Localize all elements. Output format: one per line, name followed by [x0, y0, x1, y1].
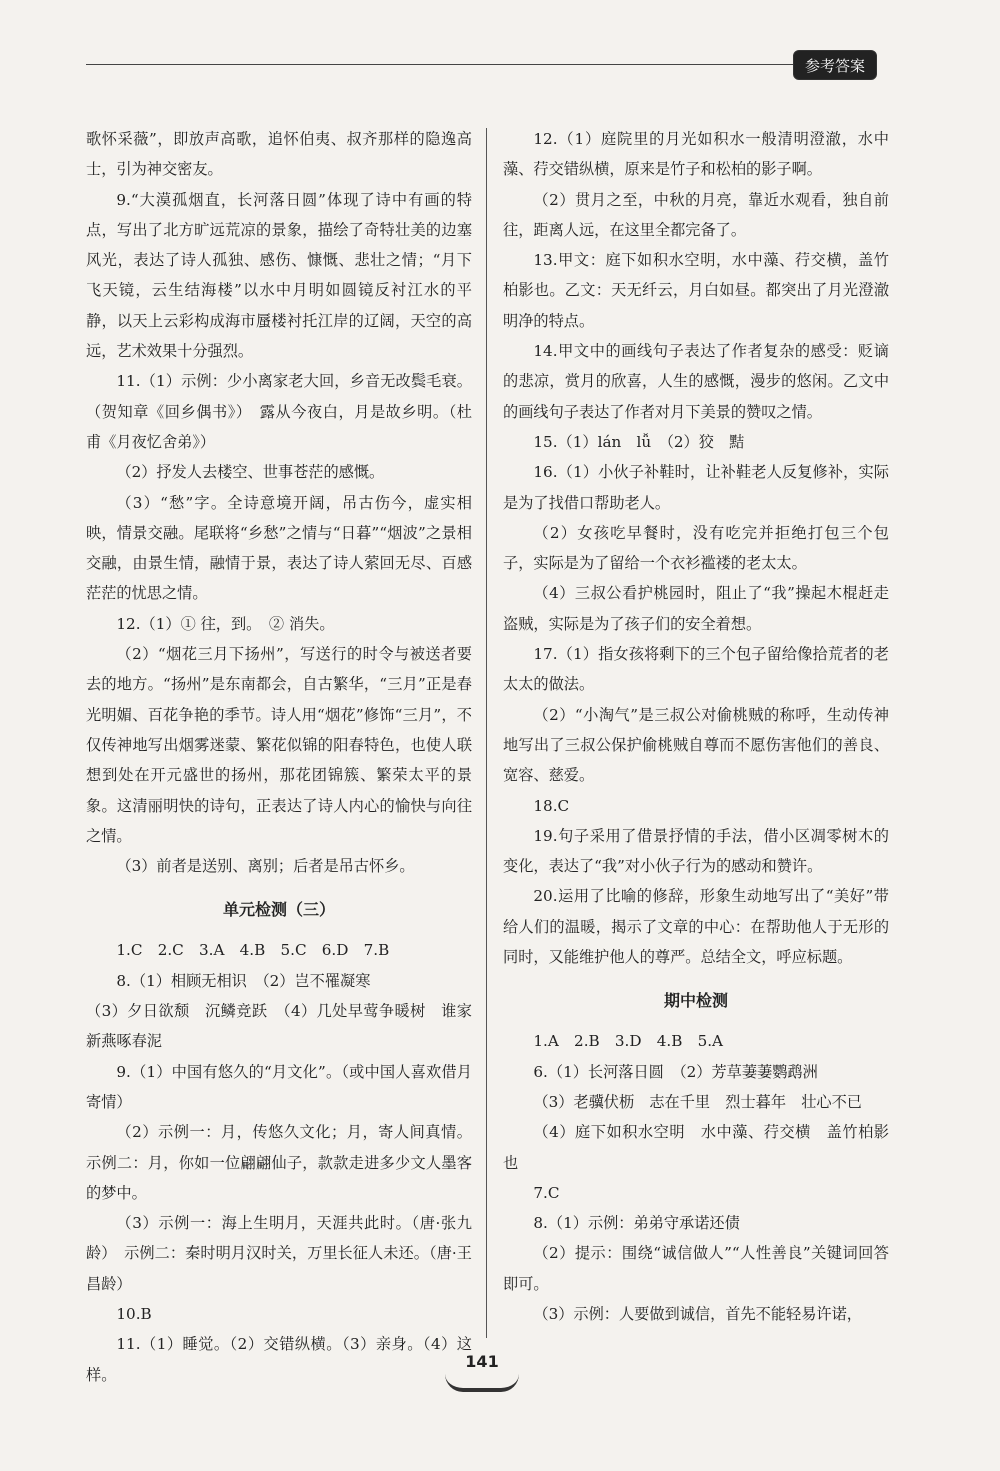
- answer-paragraph: 18.C: [533, 796, 570, 815]
- answer-paragraph: 14.甲文中的画线句子表达了作者复杂的感受：贬谪的悲凉，赏月的欣喜，人生的感慨，漫步的悠闲。乙文中的画线句子表达了作者对月下美景的赞叹之情。: [503, 342, 889, 421]
- answer-paragraph: （3）夕日欲颓 沉鳞竞跃 （4）几处早莺争暖树 谁家新燕啄春泥: [86, 1002, 472, 1051]
- section-heading: 单元检测（三）: [222, 900, 335, 920]
- answer-paragraph: （2）抒发人去楼空、世事苍茫的感慨。: [116, 463, 385, 482]
- page-number-badge: [440, 1350, 524, 1402]
- answer-paragraph: （2）提示：围绕“诚信做人”“人性善良”关键词回答即可。: [503, 1244, 889, 1293]
- answer-paragraph: （4）庭下如积水空明 水中藻、荇交横 盖竹柏影也: [503, 1123, 889, 1172]
- right-column: [503, 124, 889, 1329]
- answer-paragraph: 11.（1）示例：少小离家老大回，乡音无改鬓毛衰。（贺知章《回乡偶书》） 露从今夜白，月是故乡明。（杜甫《月夜忆舍弟》）: [86, 372, 472, 451]
- answer-paragraph: 13.甲文：庭下如积水空明，水中藻、荇交横，盖竹柏影也。乙文：天无纤云，月白如昼。都突出了月光澄澈明净的特点。: [503, 251, 889, 330]
- answer-paragraph: 11.（1）睡觉。（2）交错纵横。（3）亲身。（4）这样。: [86, 1335, 472, 1384]
- answer-paragraph: （3）示例：人要做到诚信，首先不能轻易许诺，: [533, 1304, 862, 1323]
- left-column: [86, 124, 472, 1390]
- answer-paragraph: （2）女孩吃早餐时，没有吃完并拒绝打包三个包子，实际是为了留给一个衣衫褴褛的老太太。: [503, 523, 889, 573]
- answer-paragraph: 1.A 2.B 3.D 4.B 5.A: [533, 1032, 724, 1051]
- answer-paragraph: 17.（1）指女孩将剩下的三个包子留给像拾荒者的老太太的做法。: [503, 645, 889, 694]
- answer-paragraph: 8.（1）相顾无相识 （2）岂不罹凝寒: [116, 971, 371, 990]
- section-heading: 期中检测: [663, 991, 728, 1011]
- book-icon: [445, 1374, 519, 1392]
- answer-paragraph: 12.（1）① 往，到。 ② 消失。: [116, 614, 335, 633]
- answer-paragraph: 6.（1）长河落日圆 （2）芳草萋萋鹦鹉洲: [533, 1062, 818, 1081]
- answer-paragraph: 12.（1）庭院里的月光如积水一般清明澄澈，水中藻、荇交错纵横，原来是竹子和松柏的影子啊。: [503, 130, 889, 179]
- answer-paragraph: 7.C: [533, 1183, 560, 1202]
- answer-paragraph: 8.（1）示例：弟弟守承诺还债: [533, 1214, 740, 1233]
- answer-paragraph: 16.（1）小伙子补鞋时，让补鞋老人反复修补，实际是为了找借口帮助老人。: [503, 463, 889, 512]
- column-divider: [486, 128, 487, 1338]
- answer-paragraph: （3）前者是送别、离别；后者是吊古怀乡。: [116, 857, 415, 876]
- answer-paragraph: （2）示例一：月，传悠久文化；月，寄人间真情。示例二：月，你如一位翩翩仙子，款款走进多少文人墨客的梦中。: [86, 1123, 472, 1202]
- answer-paragraph: （3）“愁”字。全诗意境开阔，吊古伤今，虚实相映，情景交融。尾联将“乡愁”之情与“日暮”“烟波”之景相交融，由景生情，融情于景，表达了诗人萦回无尽、百感茫茫的忧思之情。: [86, 493, 472, 603]
- header-rule: [86, 64, 798, 65]
- answer-paragraph: 歌怀采薇”，即放声高歌，追怀伯夷、叔齐那样的隐逸高士，引为神交密友。: [86, 130, 472, 179]
- page-number: 141: [465, 1352, 499, 1371]
- section-badge: 参考答案: [793, 50, 877, 80]
- answer-paragraph: 19.句子采用了借景抒情的手法，借小区凋零树木的变化，表达了“我”对小伙子行为的感动和赞许。: [503, 826, 889, 876]
- answer-paragraph: （4）三叔公看护桃园时，阻止了“我”操起木棍赶走盗贼，实际是为了孩子们的安全着想。: [503, 584, 889, 633]
- answer-paragraph: 9.“大漠孤烟直，长河落日圆”体现了诗中有画的特点，写出了北方旷远荒凉的景象，描绘了奇特壮美的边塞风光，表达了诗人孤独、感伤、慷慨、悲壮之情；“月下飞天镜，云生结海楼”以水中月明如圆镜反衬江水的平静，以天上云彩构成海市蜃楼衬托江岸的辽阔，天空的高远，艺术效果十分强烈。: [86, 190, 472, 361]
- answer-paragraph: （3）示例一：海上生明月，天涯共此时。（唐·张九龄） 示例二：秦时明月汉时关，万里长征人未还。（唐·王昌龄）: [86, 1214, 472, 1293]
- answer-paragraph: （2）“小淘气”是三叔公对偷桃贼的称呼，生动传神地写出了三叔公保护偷桃贼自尊而不愿伤害他们的善良、宽容、慈爱。: [503, 705, 889, 785]
- answer-paragraph: 1.C 2.C 3.A 4.B 5.C 6.D 7.B: [116, 941, 390, 960]
- answer-paragraph: 20.运用了比喻的修辞，形象生动地写出了“美好”带给人们的温暖，揭示了文章的中心：在帮助他人于无形的同时，又能维护他人的尊严。总结全文，呼应标题。: [503, 887, 889, 967]
- answer-paragraph: （2）贯月之至，中秋的月亮，靠近水观看，独自前往，距离人远，在这里全都完备了。: [503, 190, 889, 239]
- answer-paragraph: （2）“烟花三月下扬州”，写送行的时令与被送者要去的地方。“扬州”是东南都会，自古繁华，“三月”正是春光明媚、百花争艳的季节。诗人用“烟花”修饰“三月”，不仅传神地写出烟雾迷蒙、繁花似锦的阳春特色，也使人联想到处在开元盛世的扬州，那花团锦簇、繁荣太平的景象。这清丽明快的诗句，正表达了诗人内心的愉快与向往之情。: [86, 645, 472, 845]
- answer-paragraph: （3）老骥伏枥 志在千里 烈士暮年 壮心不已: [533, 1092, 862, 1111]
- answer-paragraph: 15.（1）lán lǚ （2）狡 黠: [533, 432, 745, 451]
- answer-paragraph: 9.（1）中国有悠久的“月文化”。（或中国人喜欢借月寄情）: [86, 1062, 472, 1111]
- answer-paragraph: 10.B: [116, 1304, 152, 1323]
